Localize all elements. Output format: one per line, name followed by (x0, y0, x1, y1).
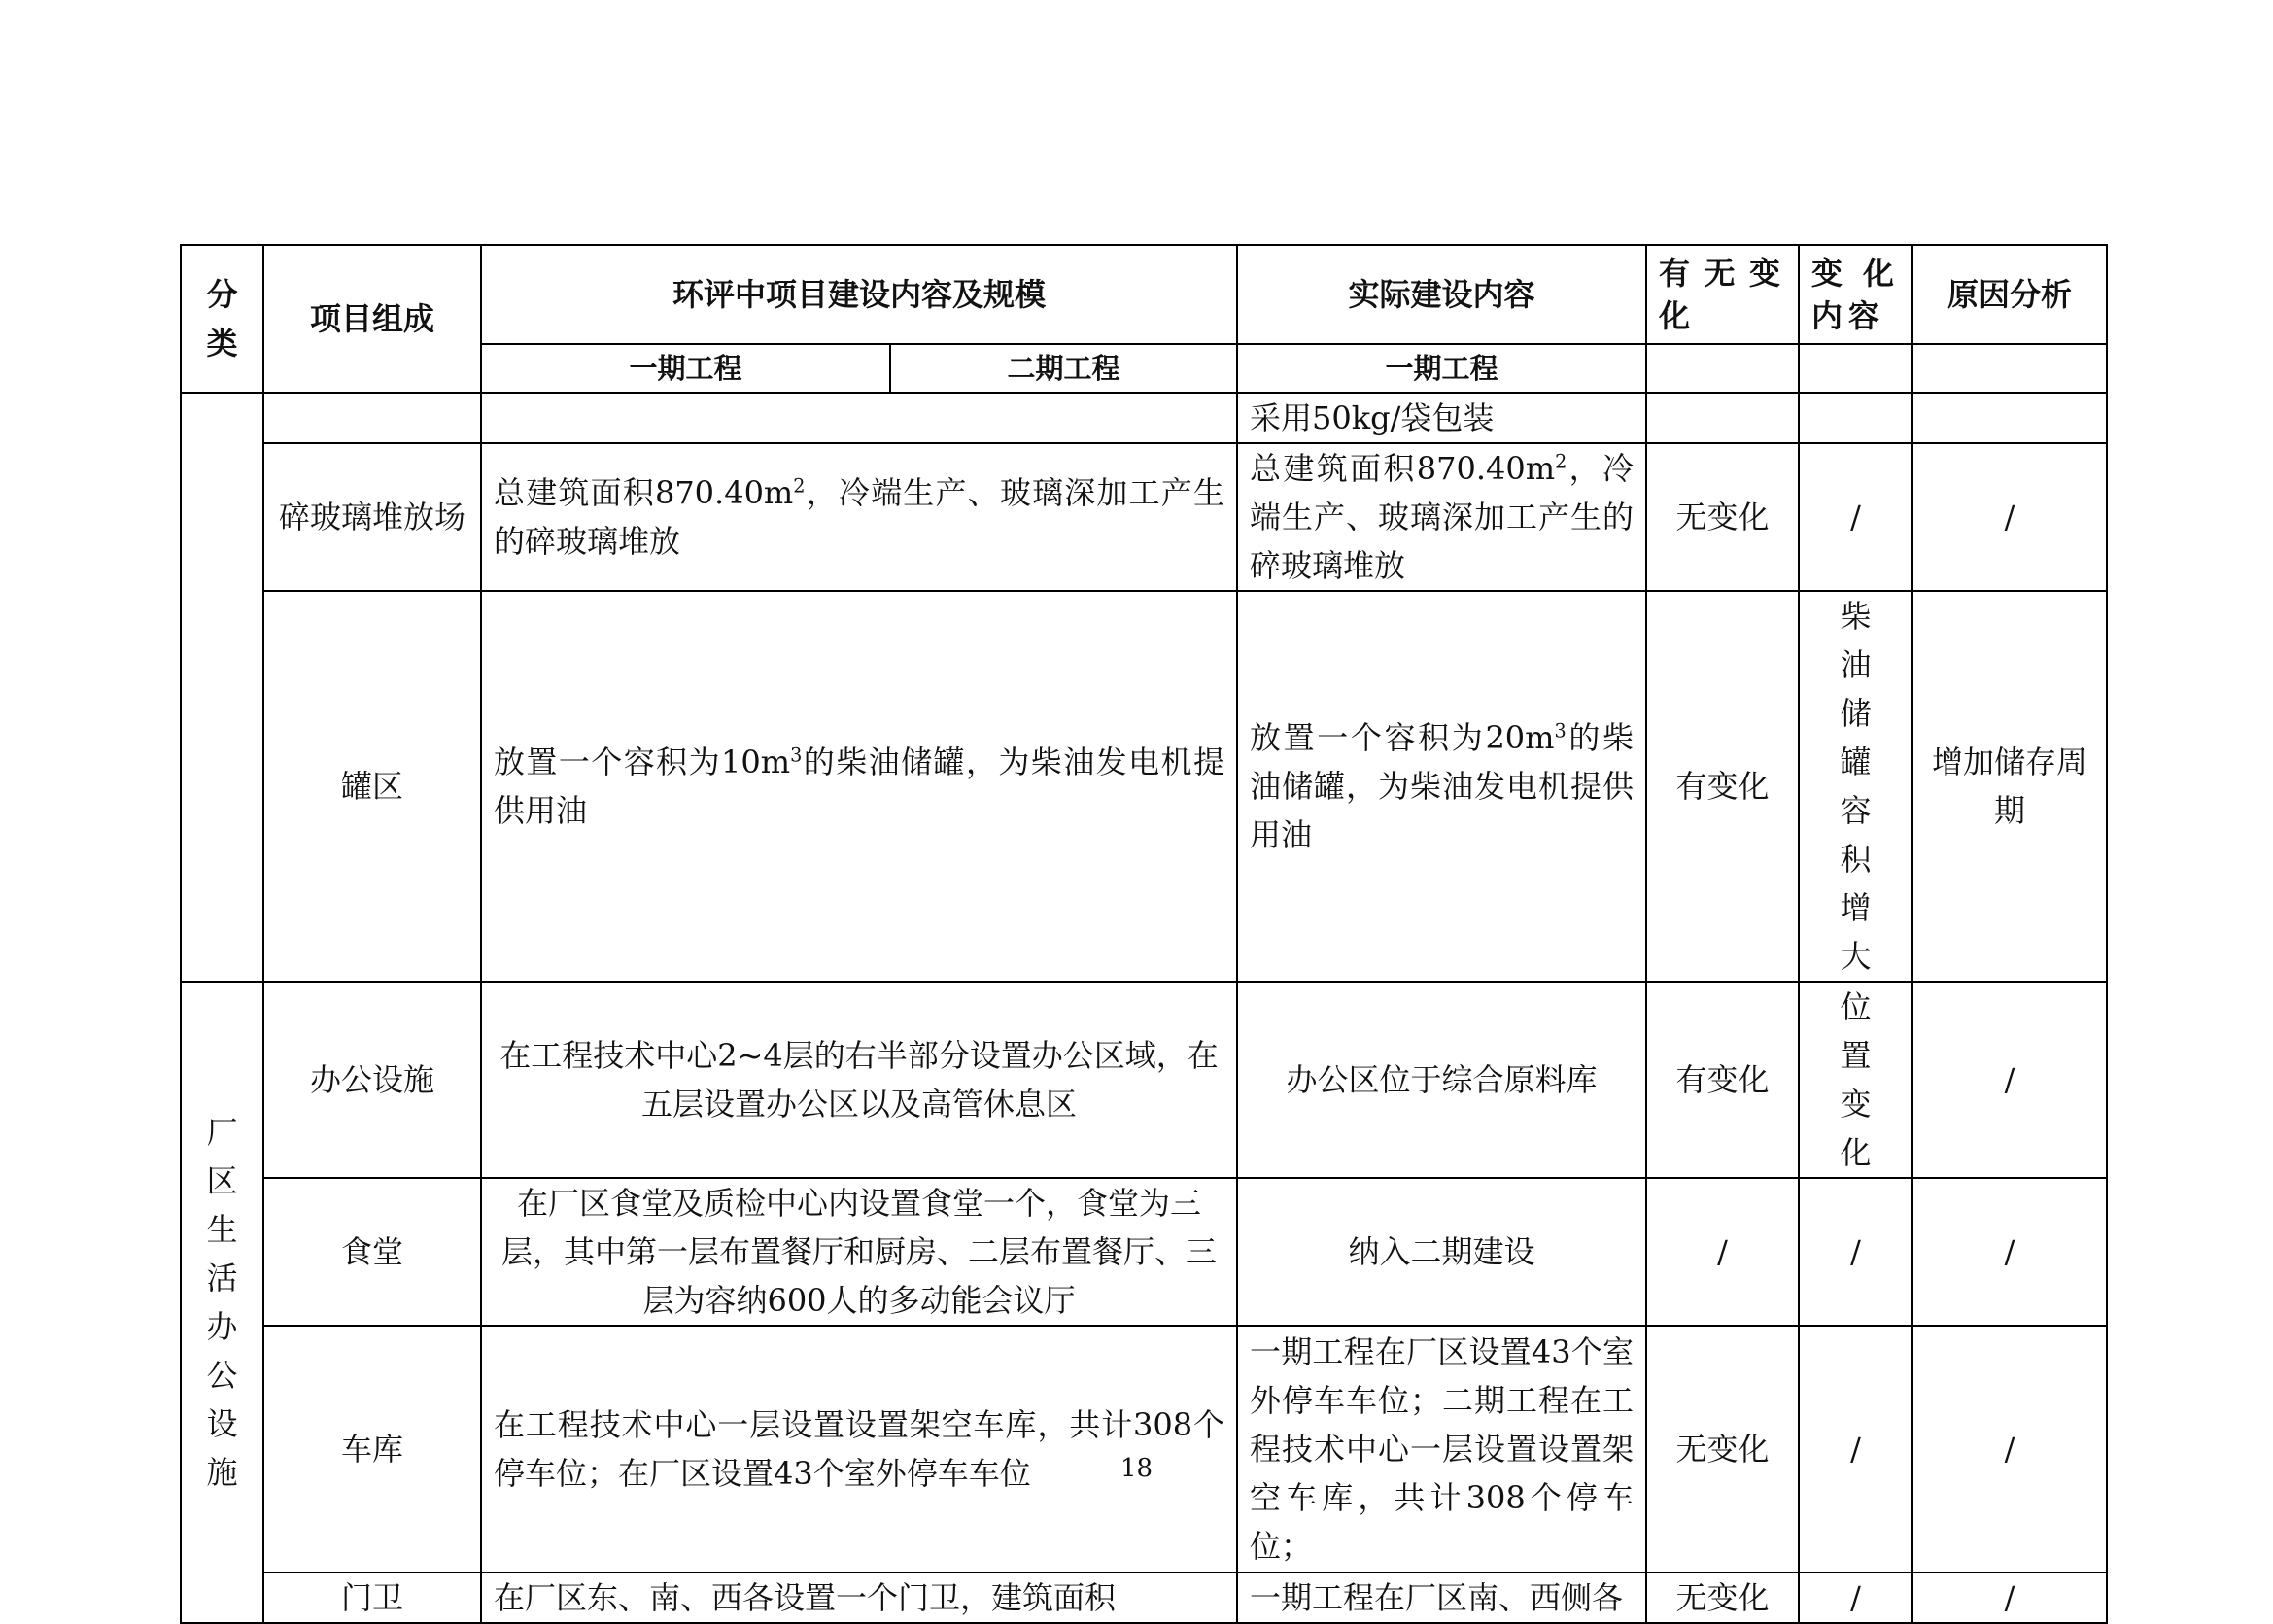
eia-cell: 在工程技术中心2~4层的右半部分设置办公区域，在五层设置办公区以及高管休息区 (481, 982, 1237, 1178)
changed-cell: 有变化 (1646, 982, 1799, 1178)
eia-cell: 在工程技术中心一层设置设置架空车库，共计308个停车位；在厂区设置43个室外停车车位 (481, 1326, 1237, 1572)
actual-cell: 一期工程在厂区设置43个室外停车车位；二期工程在工程技术中心一层设置设置架空车库，共计308个停车位； (1237, 1326, 1646, 1572)
reason-cell: 增加储存周期 (1912, 591, 2107, 982)
change-cell: 位置变化 (1799, 982, 1912, 1178)
table-row (181, 1572, 2107, 1623)
page-number: 18 (1119, 1454, 1154, 1483)
changed-cell: 有变化 (1646, 591, 1799, 982)
table-row (181, 982, 2107, 1178)
component-cell: 碎玻璃堆放场 (263, 443, 481, 591)
construction-comparison-table (180, 244, 2108, 1624)
change-cell: 柴油储罐容积增大 (1799, 591, 1912, 982)
table-row (181, 443, 2107, 591)
changed-cell: 无变化 (1646, 1326, 1799, 1572)
change-cell (1799, 393, 1912, 443)
actual-cell: 办公区位于综合原料库 (1237, 982, 1646, 1178)
reason-cell: / (1912, 443, 2107, 591)
category-cell-life: 厂区生活办公设施 (181, 982, 263, 1623)
eia-cell: 在厂区食堂及质检中心内设置食堂一个，食堂为三层，其中第一层布置餐厅和厨房、二层布置餐厅、三层为容纳600人的多动能会议厅 (481, 1178, 1237, 1326)
changed-cell: 无变化 (1646, 1572, 1799, 1623)
eia-cell (481, 393, 1237, 443)
actual-cell: 总建筑面积$870.40m^2$，冷端生产、玻璃深加工产生的碎玻璃堆放 (1237, 443, 1646, 591)
table-row (181, 1178, 2107, 1326)
header-empty-cell (1799, 344, 1912, 393)
header-actual-phase1: 一期工程 (1237, 344, 1646, 393)
header-changed: 有无变化 (1646, 245, 1799, 344)
header-row (181, 245, 2107, 344)
category-cell-continued (181, 393, 263, 982)
change-cell: / (1799, 1178, 1912, 1326)
eia-cell: 总建筑面积$870.40m^2$，冷端生产、玻璃深加工产生的碎玻璃堆放 (481, 443, 1237, 591)
header-component: 项目组成 (263, 245, 481, 393)
actual-cell: 纳入二期建设 (1237, 1178, 1646, 1326)
header-empty-cell (1646, 344, 1799, 393)
reason-cell: / (1912, 1326, 2107, 1572)
reason-cell: / (1912, 1572, 2107, 1623)
header-change-content: 变化内容 (1799, 245, 1912, 344)
component-cell (263, 393, 481, 443)
reason-cell: / (1912, 982, 2107, 1178)
table-row (181, 591, 2107, 982)
eia-cell: 放置一个容积为$10m^3$的柴油储罐，为柴油发电机提供用油 (481, 591, 1237, 982)
table-row (181, 393, 2107, 443)
header-empty-cell (1912, 344, 2107, 393)
header-phase2: 二期工程 (890, 344, 1237, 393)
table-row (181, 1326, 2107, 1572)
header-phase1: 一期工程 (481, 344, 890, 393)
changed-cell: 无变化 (1646, 443, 1799, 591)
change-cell: / (1799, 443, 1912, 591)
actual-cell: 一期工程在厂区南、西侧各 (1237, 1572, 1646, 1623)
reason-cell (1912, 393, 2107, 443)
component-cell: 罐区 (263, 591, 481, 982)
reason-cell: / (1912, 1178, 2107, 1326)
changed-cell (1646, 393, 1799, 443)
component-cell: 门卫 (263, 1572, 481, 1623)
actual-cell: 采用50kg/袋包装 (1237, 393, 1646, 443)
change-cell: / (1799, 1572, 1912, 1623)
header-eia-content: 环评中项目建设内容及规模 (481, 245, 1237, 344)
component-cell: 车库 (263, 1326, 481, 1572)
component-cell: 办公设施 (263, 982, 481, 1178)
component-cell: 食堂 (263, 1178, 481, 1326)
header-category: 分类 (181, 245, 263, 393)
changed-cell: / (1646, 1178, 1799, 1326)
eia-cell: 在厂区东、南、西各设置一个门卫，建筑面积 (481, 1572, 1237, 1623)
header-actual-content: 实际建设内容 (1237, 245, 1646, 344)
change-cell: / (1799, 1326, 1912, 1572)
actual-cell: 放置一个容积为$20m^3$的柴油储罐，为柴油发电机提供用油 (1237, 591, 1646, 982)
header-reason: 原因分析 (1912, 245, 2107, 344)
